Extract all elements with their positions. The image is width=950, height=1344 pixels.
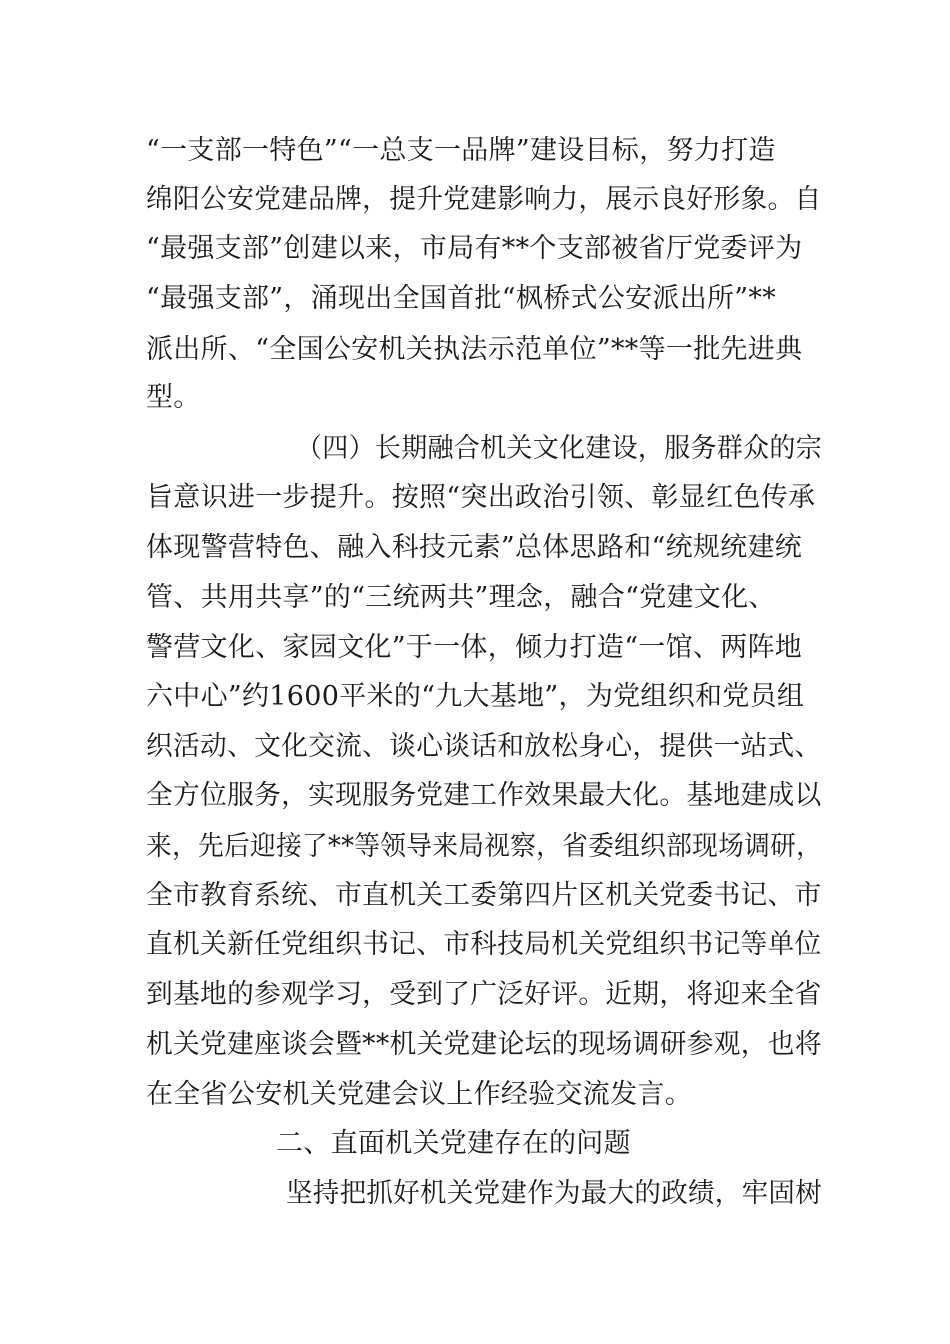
body-text-line: 到基地的参观学习，受到了广泛好评。近期，将迎来全省 [146,979,822,1010]
body-text-line: 直机关新任党组织书记、市科技局机关党组织书记等单位 [146,929,822,960]
body-text-line: 全方位服务，实现服务党建工作效果最大化。基地建成以 [146,780,822,811]
body-text-line: 机关党建座谈会暨**机关党建论坛的现场调研参观，也将 [146,1029,822,1060]
body-text-line: 在全省公安机关党建会议上作经验交流发言。 [146,1079,692,1110]
body-text-line: 型。 [146,382,201,413]
body-text-line: 体现警营特色、融入科技元素”总体思路和“统规统建统 [146,532,803,563]
body-text-line: 旨意识进一步提升。按照“突出政治引领、彰显红色传承 [146,482,816,513]
body-text-line: 管、共用共享”的“三统两共”理念，融合“党建文化、 [146,582,776,613]
body-text-line: 警营文化、家园文化”于一体，倾力打造“一馆、两阵地 [146,632,803,663]
body-text-line: 绵阳公安党建品牌，提升党建影响力，展示良好形象。自 [146,184,822,215]
body-text-line: 派出所、“全国公安机关执法示范单位”**等一批先进典 [146,334,803,365]
body-text-line: 织活动、文化交流、谈心谈话和放松身心，提供一站式、 [146,731,822,762]
chapter-heading-2: 二、直面机关党建存在的问题 [276,1128,631,1159]
body-text-line: 来，先后迎接了**等领导来局视察，省委组织部现场调研， [146,831,823,862]
section-heading-4: （四）长期融合机关文化建设，服务群众的宗 [296,433,823,464]
body-text-line: “一支部一特色”“一总支一品牌”建设目标，努力打造 [146,135,776,166]
body-text-line: “最强支部”，涌现出全国首批“枫桥式公安派出所”** [146,283,777,314]
body-text-line: “最强支部”创建以来，市局有**个支部被省厅党委评为 [146,233,803,264]
body-text-line: 六中心”约1600平米的“九大基地”，为党组织和党员组 [146,681,805,712]
body-text-line: 坚持把抓好机关党建作为最大的政绩，牢固树 [286,1178,823,1209]
body-text-line: 全市教育系统、市直机关工委第四片区机关党委书记、市 [146,880,822,911]
